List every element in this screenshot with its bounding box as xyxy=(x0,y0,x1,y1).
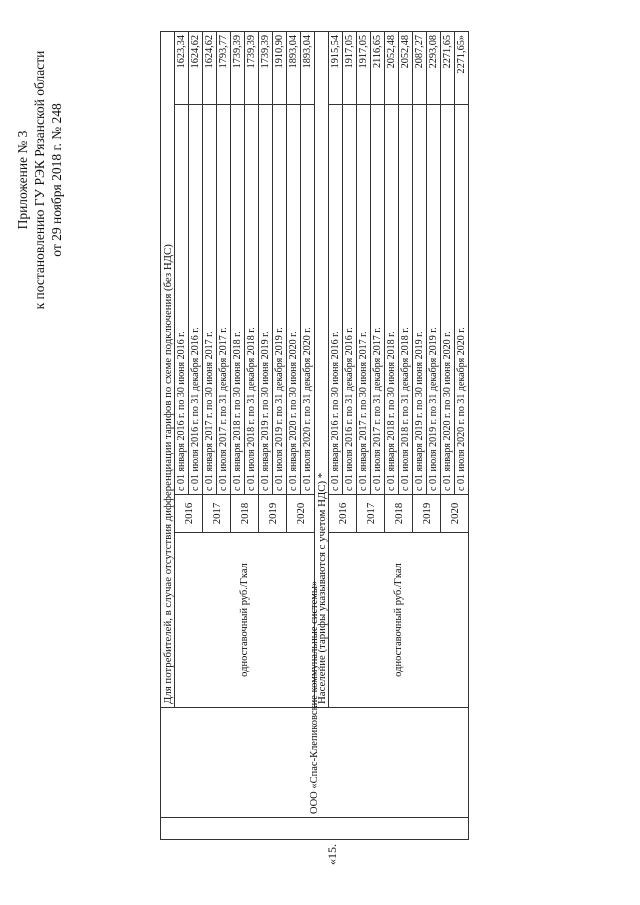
period-cell: с 01 июля 2020 г. по 31 декабря 2020 г. xyxy=(455,105,469,495)
year-cell: 2019 xyxy=(259,495,287,533)
period-cell: с 01 января 2017 г. по 30 июня 2017 г. xyxy=(203,105,217,495)
tariff-value: 1893,04 xyxy=(287,31,301,104)
tariff-value: 2087,27 xyxy=(413,31,427,104)
tariff-value: 2293,08 xyxy=(427,31,441,104)
period-cell: с 01 июля 2017 г. по 31 декабря 2017 г. xyxy=(371,105,385,495)
period-cell: с 01 июля 2018 г. по 31 декабря 2018 г. xyxy=(245,105,259,495)
tariff-value: 1624,62 xyxy=(189,31,203,104)
period-cell: с 01 июля 2019 г. по 31 декабря 2019 г. xyxy=(273,105,287,495)
tariff-value: 1893,04 xyxy=(301,31,315,104)
period-cell: с 01 января 2018 г. по 30 июня 2018 г. xyxy=(385,105,399,495)
year-cell: 2016 xyxy=(175,495,203,533)
tariff-unit: одноставочный руб./Гкал xyxy=(329,533,469,708)
period-cell: с 01 июля 2019 г. по 31 декабря 2019 г. xyxy=(427,105,441,495)
resolution-date: от 29 ноября 2018 г. № 248 xyxy=(49,103,64,257)
period-cell: с 01 июля 2020 г. по 31 декабря 2020 г. xyxy=(301,105,315,495)
tariff-unit: одноставочный руб./Гкал xyxy=(175,533,315,708)
tariff-value: 1917,05 xyxy=(343,31,357,104)
year-cell: 2018 xyxy=(231,495,259,533)
row-number-label: «15. xyxy=(325,844,339,865)
period-cell: с 01 января 2020 г. по 30 июня 2020 г. xyxy=(287,105,301,495)
tariff-value: 1793,77 xyxy=(217,31,231,104)
tariff-value: 1915,54 xyxy=(329,31,343,104)
section-title: Население (тарифы указываются с учетом НДС) * xyxy=(315,31,329,707)
tariff-value: 2052,48 xyxy=(385,31,399,104)
year-cell: 2020 xyxy=(441,495,469,533)
period-cell: с 01 января 2017 г. по 30 июня 2017 г. xyxy=(357,105,371,495)
section-title-row xyxy=(161,31,175,839)
tariff-value: 1917,05 xyxy=(357,31,371,104)
document-header xyxy=(14,30,65,330)
period-cell: с 01 июля 2017 г. по 31 декабря 2017 г. xyxy=(217,105,231,495)
period-cell: с 01 января 2019 г. по 30 июня 2019 г. xyxy=(413,105,427,495)
appendix-title: Приложение № 3 xyxy=(15,130,30,230)
period-cell: с 01 июля 2016 г. по 31 декабря 2016 г. xyxy=(343,105,357,495)
year-cell: 2017 xyxy=(357,495,385,533)
year-cell: 2020 xyxy=(287,495,315,533)
period-cell: с 01 января 2016 г. по 30 июня 2016 г. xyxy=(175,105,189,495)
tariff-table xyxy=(160,31,469,840)
year-cell: 2019 xyxy=(413,495,441,533)
tariff-value: 1739,39 xyxy=(231,31,245,104)
tariff-value: 2052,48 xyxy=(399,31,413,104)
tariff-value: 1624,62 xyxy=(203,31,217,104)
year-cell: 2017 xyxy=(203,495,231,533)
year-cell: 2016 xyxy=(329,495,357,533)
section-title: Для потребителей, в случае отсутствия дифференциации тарифов по схеме подключения (без НДС) xyxy=(161,31,175,707)
period-cell: с 01 января 2019 г. по 30 июня 2019 г. xyxy=(259,105,273,495)
tariff-value: 2271,65» xyxy=(455,31,469,104)
period-cell: с 01 января 2016 г. по 30 июня 2016 г. xyxy=(329,105,343,495)
tariff-value: 1739,39 xyxy=(259,31,273,104)
tariff-value: 1739,39 xyxy=(245,31,259,104)
resolution-reference: к постановлению ГУ РЭК Рязанской области xyxy=(32,50,47,310)
period-cell: с 01 июля 2016 г. по 31 декабря 2016 г. xyxy=(189,105,203,495)
period-cell: с 01 января 2018 г. по 30 июня 2018 г. xyxy=(231,105,245,495)
tariff-value: 1623,34 xyxy=(175,31,189,104)
tariff-value: 2271,65 xyxy=(441,31,455,104)
period-cell: с 01 июля 2018 г. по 31 декабря 2018 г. xyxy=(399,105,413,495)
year-cell: 2018 xyxy=(385,495,413,533)
row-number-cell xyxy=(161,818,469,840)
organization-name: ООО «Спас-Клепиковские коммунальные системы» xyxy=(161,708,469,818)
period-cell: с 01 января 2020 г. по 30 июня 2020 г. xyxy=(441,105,455,495)
tariff-value: 2116,65 xyxy=(371,31,385,104)
tariff-value: 1910,90 xyxy=(273,31,287,104)
